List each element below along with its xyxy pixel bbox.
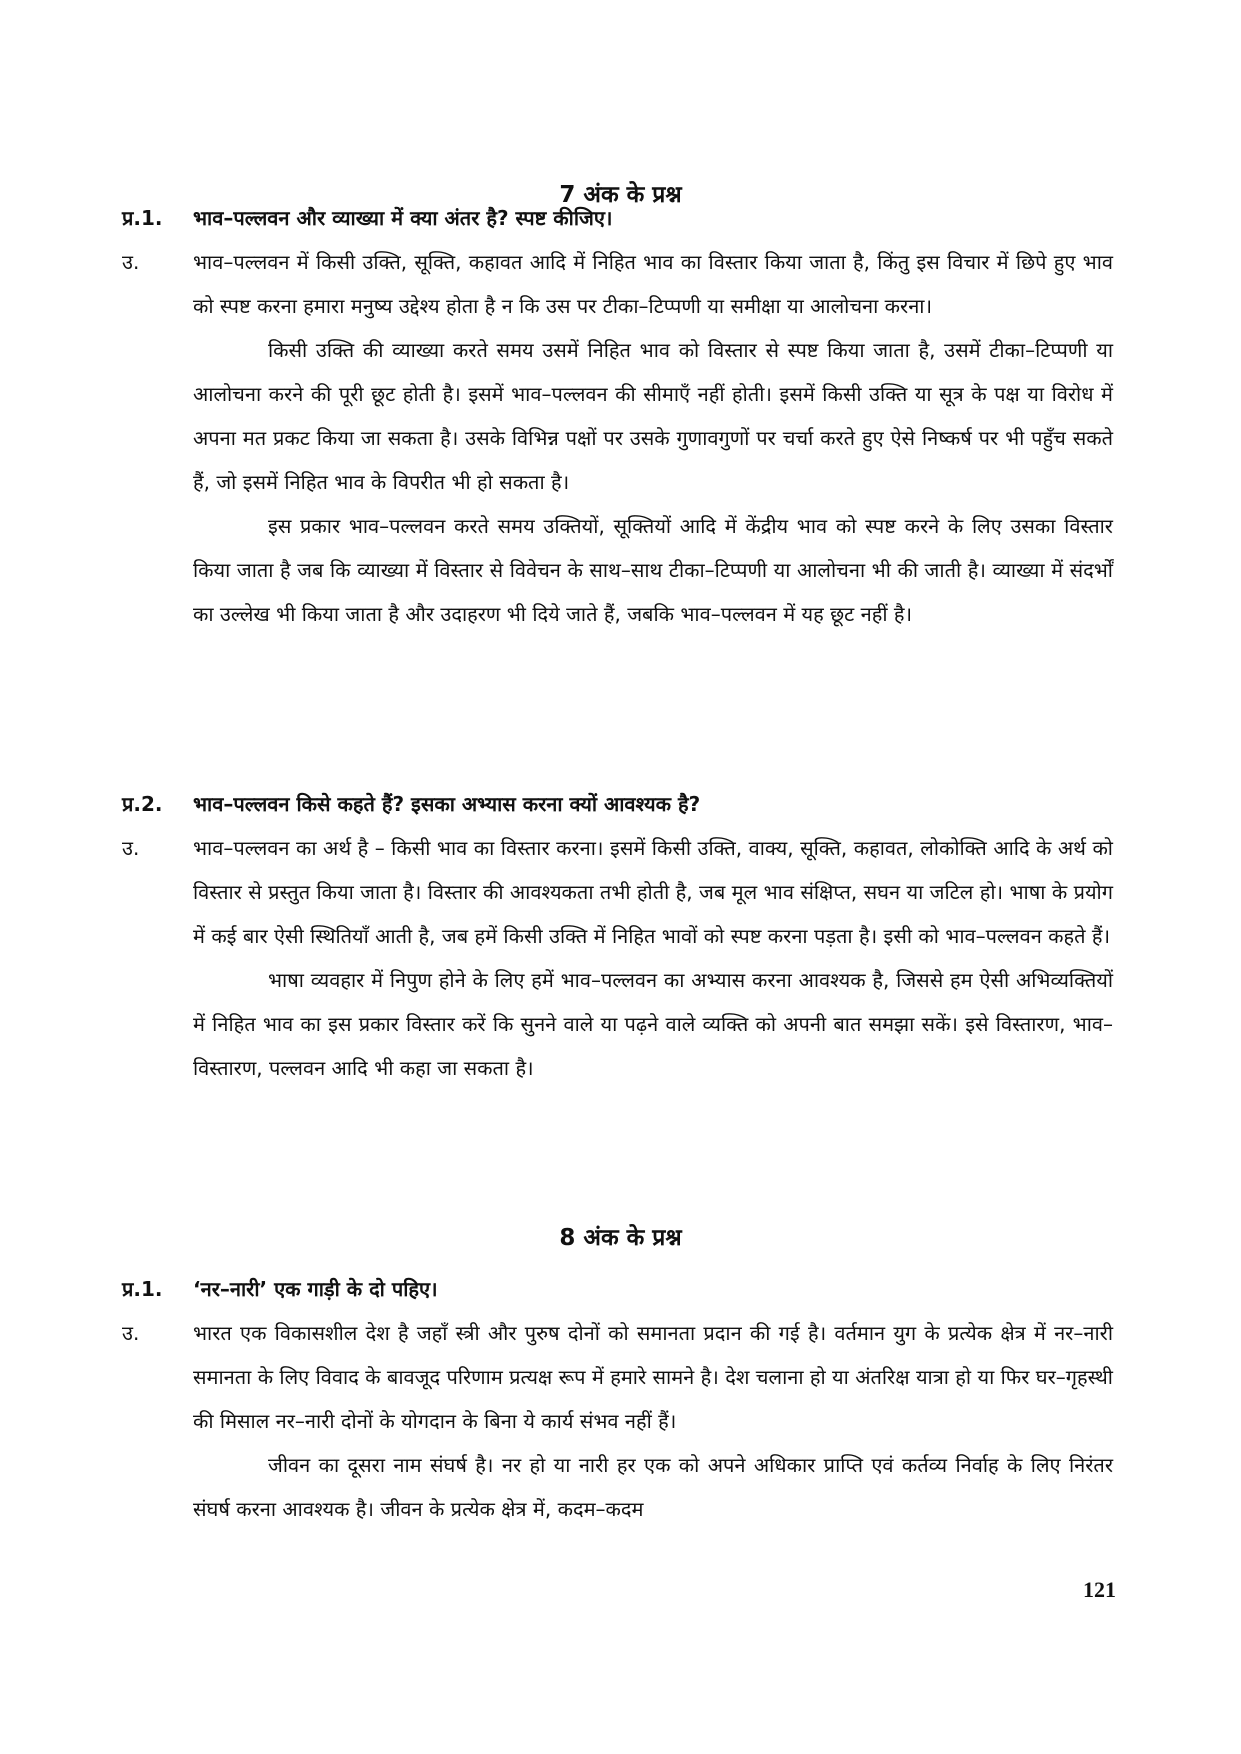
question-label: प्र.1. xyxy=(122,206,163,230)
question-block-1 xyxy=(0,196,1241,636)
section-heading-7-marks: 7 अंक के प्रश्न xyxy=(559,182,682,208)
answer-paragraph: भाषा व्यवहार में निपुण होने के लिए हमें भाव–पल्लवन का अभ्यास करना आवश्यक है, जिससे हम ऐसी अभिव्यक्तियों में निहित भाव का इस प्रकार विस्तार करें कि सुनने वाले या पढ़ने वाले व्यक्ति को अपनी बात समझा सकें। इसे विस्तारण, भाव–विस्तारण, पल्लवन आदि भी कहा जा सकता है। xyxy=(193,968,1113,1080)
question-text: भाव–पल्लवन और व्याख्या में क्या अंतर है? स्पष्ट कीजिए। xyxy=(193,206,613,230)
answer-paragraph: भाव–पल्लवन में किसी उक्ति, सूक्ति, कहावत आदि में निहित भाव का विस्तार किया जाता है, किंतु इस विचार में छिपे हुए भाव को स्पष्ट करना हमारा मनुष्य उद्देश्य होता है न कि उस पर टीका–टिप्पणी या समीक्षा या आलोचना करना। xyxy=(193,250,1113,318)
answer-label: उ. xyxy=(122,836,140,860)
question-text: ‘नर–नारी’ एक गाड़ी के दो पहिए। xyxy=(193,1277,438,1301)
answer-paragraph: इस प्रकार भाव–पल्लवन करते समय उक्तियों, सूक्तियों आदि में केंद्रीय भाव को स्पष्ट करने के लिए उसका विस्तार किया जाता है जब कि व्याख्या में विस्तार से विवेचन के साथ–साथ टीका–टिप्पणी या आलोचना भी की जाती है। व्याख्या में संदर्भों का उल्लेख भी किया जाता है और उदाहरण भी दिये जाते हैं, जबकि भाव–पल्लवन में यह छूट नहीं है। xyxy=(193,514,1113,626)
question-text: भाव–पल्लवन किसे कहते हैं? इसका अभ्यास करना क्यों आवश्यक है? xyxy=(193,792,701,816)
answer-label: उ. xyxy=(122,1321,140,1345)
answer-label: उ. xyxy=(122,250,140,274)
question-block-3 xyxy=(0,1267,1241,1531)
question-label: प्र.2. xyxy=(122,792,163,816)
question-label: प्र.1. xyxy=(122,1277,163,1301)
question-block-2 xyxy=(0,782,1241,1090)
answer-paragraph: जीवन का दूसरा नाम संघर्ष है। नर हो या नारी हर एक को अपने अधिकार प्राप्ति एवं कर्तव्य निर्वाह के लिए निरंतर संघर्ष करना आवश्यक है। जीवन के प्रत्येक क्षेत्र में, कदम–कदम xyxy=(193,1453,1113,1521)
answer-paragraph: भाव–पल्लवन का अर्थ है – किसी भाव का विस्तार करना। इसमें किसी उक्ति, वाक्य, सूक्ति, कहावत, लोकोक्ति आदि के अर्थ को विस्तार से प्रस्तुत किया जाता है। विस्तार की आवश्यकता तभी होती है, जब मूल भाव संक्षिप्त, सघन या जटिल हो। भाषा के प्रयोग में कई बार ऐसी स्थितियाँ आती है, जब हमें किसी उक्ति में निहित भावों को स्पष्ट करना पड़ता है। इसी को भाव–पल्लवन कहते हैं। xyxy=(193,836,1113,948)
section-heading-8-marks: 8 अंक के प्रश्न xyxy=(559,1225,682,1251)
answer-paragraph: भारत एक विकासशील देश है जहाँ स्त्री और पुरुष दोनों को समानता प्रदान की गई है। वर्तमान युग के प्रत्येक क्षेत्र में नर–नारी समानता के लिए विवाद के बावजूद परिणाम प्रत्यक्ष रूप में हमारे सामने है। देश चलाना हो या अंतरिक्ष यात्रा हो या फिर घर–गृहस्थी की मिसाल नर–नारी दोनों के योगदान के बिना ये कार्य संभव नहीं हैं। xyxy=(193,1321,1113,1433)
page-number: 121 xyxy=(1083,1577,1116,1602)
answer-paragraph: किसी उक्ति की व्याख्या करते समय उसमें निहित भाव को विस्तार से स्पष्ट किया जाता है, उसमें टीका–टिप्पणी या आलोचना करने की पूरी छूट होती है। इसमें भाव–पल्लवन की सीमाएँ नहीं होती। इसमें किसी उक्ति या सूत्र के पक्ष या विरोध में अपना मत प्रकट किया जा सकता है। उसके विभिन्न पक्षों पर उसके गुणावगुणों पर चर्चा करते हुए ऐसे निष्कर्ष पर भी पहुँच सकते हैं, जो इसमें निहित भाव के विपरीत भी हो सकता है। xyxy=(193,338,1113,494)
